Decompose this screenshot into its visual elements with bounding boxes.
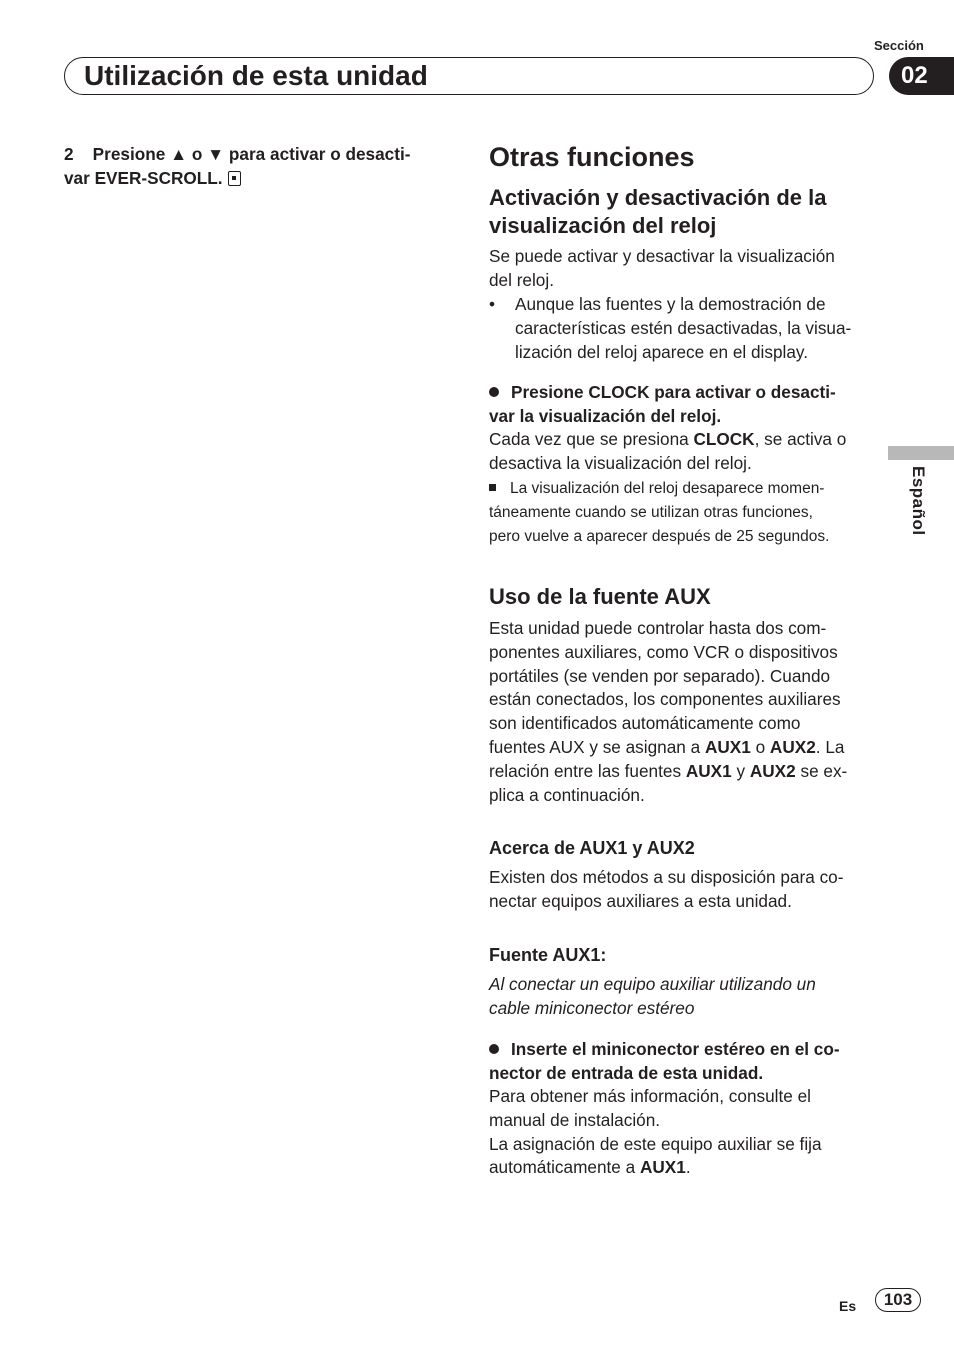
step-number: 2 xyxy=(64,144,74,164)
language-tab-bar xyxy=(888,446,954,460)
section-title: Otras funciones xyxy=(489,142,695,172)
clock-heading: Activación y desactivación de la visualización del reloj xyxy=(489,185,827,238)
page-number: 103 xyxy=(875,1288,921,1312)
clock-intro: Se puede activar y desactivar la visualización del reloj. xyxy=(489,246,835,290)
aux1-heading: Fuente AUX1: xyxy=(489,945,607,965)
aux1-condition: Al conectar un equipo auxiliar utilizando un cable miniconector estéreo xyxy=(489,974,816,1018)
clock-note: La visualización del reloj desaparece momen- táneamente cuando se utilizan otras funciones, pero vuelve a aparecer después de 25 segundos. xyxy=(489,480,830,545)
note-square-icon xyxy=(489,484,496,491)
bullet-icon: • xyxy=(489,294,496,314)
filled-circle-icon xyxy=(489,1044,499,1054)
step-2: 2 Presione ▲ o ▼ para activar o desacti- var EVER-SCROLL. xyxy=(64,144,411,188)
aux-paragraph: Esta unidad puede controlar hasta dos com- ponentes auxiliares, como VCR o dispositivos portátiles (se venden por separado). Cuando están conectados, los componentes auxiliares son identificados automáticamente como fuentes AUX y se asignan a AUX1 o AUX2. La relación entre las fuentes AUX1 y AUX2 se ex- plica a continuación. xyxy=(489,618,848,805)
section-label: Sección xyxy=(874,38,924,53)
clock-description: Cada vez que se presiona CLOCK, se activa o desactiva la visualización del reloj. xyxy=(489,429,847,473)
section-number-badge: 02 xyxy=(889,57,954,95)
aux-heading: Uso de la fuente AUX xyxy=(489,584,711,609)
language-label: Español xyxy=(909,466,928,536)
down-arrow-icon: ▼ xyxy=(207,144,225,164)
aux-subheading: Acerca de AUX1 y AUX2 xyxy=(489,838,695,858)
clock-bullet: • Aunque las fuentes y la demostración de características estén desactivadas, la visua- lización del reloj aparece en el display. xyxy=(489,294,852,362)
end-mark-icon xyxy=(228,171,241,186)
language-code: Es xyxy=(839,1298,857,1314)
aux1-instruction: Inserte el miniconector estéreo en el co- nector de entrada de esta unidad. xyxy=(489,1039,840,1083)
aux-methods: Existen dos métodos a su disposición para co- nectar equipos auxiliares a esta unidad. xyxy=(489,867,844,911)
filled-circle-icon xyxy=(489,387,499,397)
page-title: Utilización de esta unidad xyxy=(84,60,428,91)
up-arrow-icon: ▲ xyxy=(170,144,188,164)
clock-instruction: Presione CLOCK para activar o desacti- var la visualización del reloj. xyxy=(489,382,836,426)
aux1-info: Para obtener más información, consulte el manual de instalación. La asignación de este equipo auxiliar se fija automáticamente a AUX1. xyxy=(489,1086,822,1178)
